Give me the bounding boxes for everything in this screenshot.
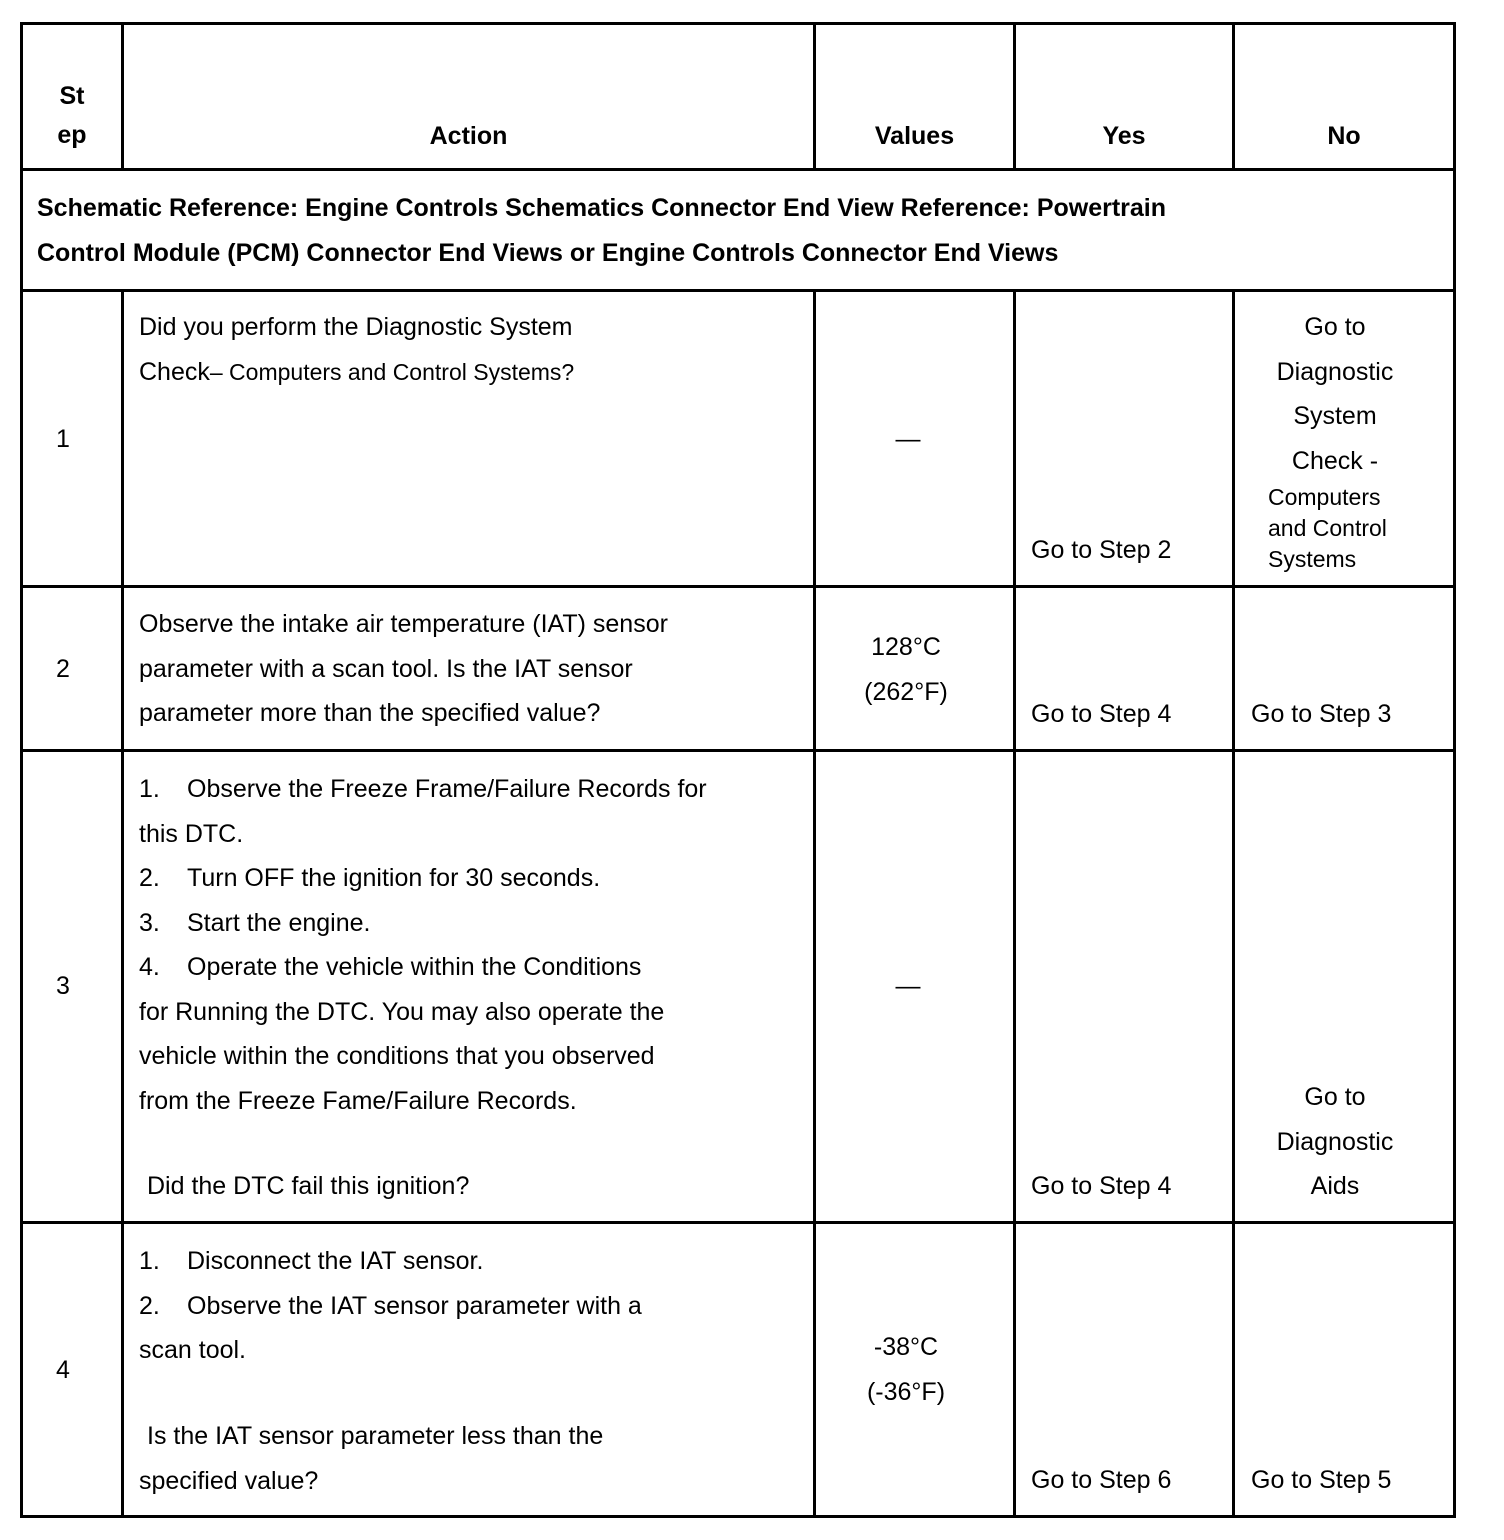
row3-action	[139, 767, 809, 1123]
row3-no-line1: Go to	[1304, 1083, 1366, 1111]
reference-line2: Control Module (PCM) Connector End Views or Engine Controls Connector End Views	[37, 238, 1059, 267]
row3-no-line2: Diagnostic	[1276, 1127, 1394, 1156]
row1-action-line2	[139, 350, 809, 395]
row3-list-num: 3.	[139, 908, 160, 937]
row4-question	[139, 1414, 809, 1503]
row1-yes: Go to Step 2	[1031, 536, 1172, 564]
row3-list-text: Observe the Freeze Frame/Failure Records for	[187, 775, 707, 803]
row1-no-small-line2: and Control	[1268, 515, 1387, 541]
col-divider-values-body	[1013, 289, 1016, 1518]
row3-no-line3: Aids	[1310, 1172, 1360, 1200]
row4-action	[139, 1239, 809, 1373]
header-no: No	[1327, 122, 1361, 150]
schematic-reference	[37, 186, 1437, 275]
row4-step: 4	[56, 1356, 70, 1384]
row1-no-small	[1268, 482, 1448, 575]
row3-list-num: 2.	[139, 864, 160, 892]
row1-action	[139, 305, 809, 394]
row3-question: Did the DTC fail this ignition?	[147, 1172, 470, 1200]
header-step	[23, 77, 121, 155]
table-border-left	[20, 22, 23, 1518]
row3-list-num: 4.	[139, 953, 160, 981]
header-action: Action	[429, 122, 508, 150]
row2-action-line2: parameter with a scan tool. Is the IAT sensor	[139, 654, 633, 683]
row4-value-fahrenheit: (-36°F)	[866, 1377, 946, 1406]
row1-action-line1: Did you perform the Diagnostic System	[139, 313, 573, 341]
row2-no: Go to Step 3	[1251, 700, 1392, 728]
row4-continuation-line1: scan tool.	[139, 1336, 247, 1364]
row3-list-text: Turn OFF the ignition for 30 seconds.	[187, 864, 601, 892]
row4-yes: Go to Step 6	[1031, 1466, 1172, 1494]
row1-step: 1	[56, 425, 70, 453]
row1-action-check: Check	[139, 357, 210, 386]
row4-list-num: 2.	[139, 1291, 160, 1320]
row3-no	[1235, 1075, 1435, 1209]
row2-action-line3: parameter more than the specified value?	[139, 699, 601, 727]
row2-value	[816, 625, 996, 714]
row4-list-text: Observe the IAT sensor parameter with a	[187, 1291, 642, 1320]
row2-value-celsius: 128°C	[871, 633, 941, 661]
row2-action-line1: Observe the intake air temperature (IAT) sensor	[139, 610, 668, 638]
row3-list-item	[139, 812, 809, 857]
row1-no-line2: Diagnostic	[1276, 357, 1394, 386]
row3-instruction-list	[139, 767, 809, 990]
row4-question-line2: specified value?	[139, 1466, 319, 1495]
header-yes: Yes	[1102, 122, 1146, 150]
row2-action	[139, 602, 809, 736]
row1-no-line1: Go to	[1304, 313, 1366, 341]
row3-continuation-line2: vehicle within the conditions that you observed	[139, 1042, 655, 1070]
header-values: Values	[874, 122, 955, 150]
row4-list-text: Disconnect the IAT sensor.	[187, 1247, 484, 1275]
row1-no-small-line3: Systems	[1268, 546, 1357, 572]
row3-list-num: 1.	[139, 775, 160, 803]
row3-divider	[20, 1221, 1456, 1224]
row3-list-text: Operate the vehicle within the Conditions	[187, 953, 642, 981]
row1-no	[1235, 305, 1435, 483]
row4-no: Go to Step 5	[1251, 1466, 1392, 1494]
row1-no-line4: Check -	[1291, 446, 1379, 475]
row3-list-item	[139, 945, 809, 990]
row3-step: 3	[56, 972, 70, 1000]
row4-list-item	[139, 1284, 809, 1329]
row1-action-computers: – Computers and Control Systems?	[209, 358, 575, 385]
row1-divider	[20, 585, 1456, 588]
row4-instruction-list	[139, 1239, 809, 1328]
row1-no-small-line1: Computers	[1268, 484, 1381, 510]
row4-list-num: 1.	[139, 1247, 160, 1275]
row3-list-item	[139, 856, 809, 901]
row3-list-text: Start the engine.	[187, 908, 371, 937]
diagnostic-table	[20, 22, 1456, 1518]
col-divider-step-body	[121, 289, 124, 1518]
header-step-line1: St	[59, 82, 85, 110]
row4-value	[816, 1325, 996, 1414]
row3-list-item	[139, 901, 809, 946]
row4-question-line1: Is the IAT sensor parameter less than the	[147, 1422, 604, 1450]
row4-list-item	[139, 1239, 809, 1284]
row3-value: —	[895, 972, 921, 1000]
table-border-top	[20, 22, 1456, 25]
row1-no-line3: System	[1293, 402, 1377, 430]
row3-list-text: this DTC.	[139, 819, 244, 848]
row3-continuation-line3: from the Freeze Fame/Failure Records.	[139, 1086, 577, 1115]
row2-yes: Go to Step 4	[1031, 700, 1172, 728]
table-border-bottom	[20, 1515, 1456, 1518]
row1-value: —	[895, 425, 921, 453]
row3-yes: Go to Step 4	[1031, 1172, 1172, 1200]
row2-divider	[20, 749, 1456, 752]
row4-value-celsius: -38°C	[873, 1333, 939, 1361]
row3-continuation-line1: for Running the DTC. You may also operate the	[139, 997, 665, 1026]
row2-step: 2	[56, 655, 70, 683]
header-step-line2: ep	[57, 121, 87, 149]
header-divider	[20, 168, 1456, 171]
row2-value-fahrenheit: (262°F)	[864, 677, 948, 706]
table-border-right	[1453, 22, 1456, 1518]
reference-divider	[20, 289, 1456, 292]
row3-list-item	[139, 767, 809, 812]
reference-line1: Schematic Reference: Engine Controls Schematics Connector End View Reference: Powertrain	[37, 194, 1167, 222]
